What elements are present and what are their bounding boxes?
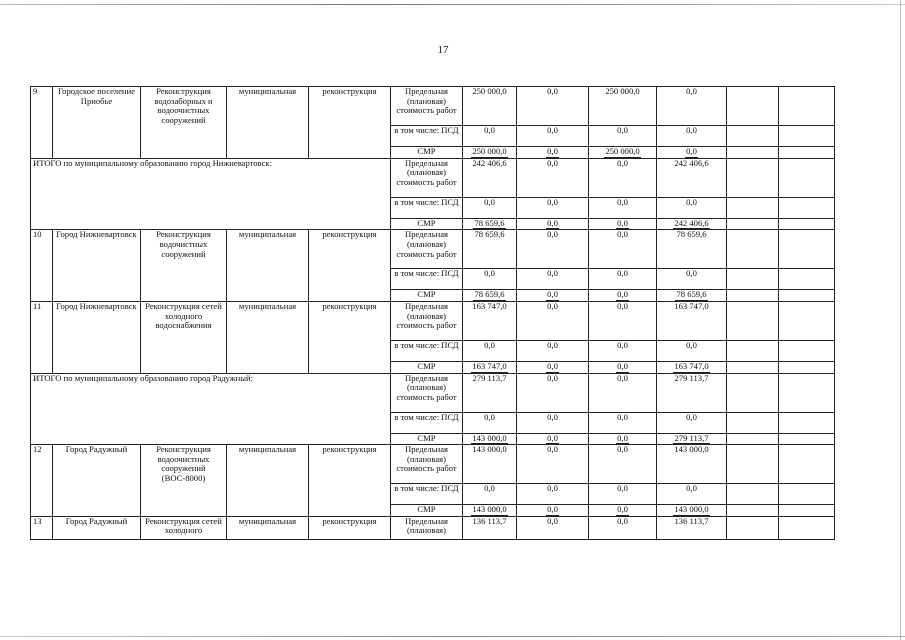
value-cell (589, 433, 657, 445)
empty-cell (779, 158, 835, 197)
empty-cell (727, 230, 779, 269)
label-price: Предельная (плановая) стоимость работ (391, 373, 463, 412)
empty-cell (727, 290, 779, 302)
value-text: 0,0 (617, 433, 628, 443)
value-text: 78 659,6 (676, 289, 707, 300)
value-cell: 0,0 (517, 87, 589, 126)
value-text: 0,0 (617, 361, 628, 371)
empty-cell (727, 269, 779, 290)
value-cell: 0,0 (589, 269, 657, 290)
value-cell: 0,0 (657, 197, 727, 218)
value-cell: 0,0 (589, 301, 657, 340)
value-cell: 0,0 (517, 412, 589, 433)
value-cell: 143 000,0 (657, 445, 727, 484)
empty-cell (727, 301, 779, 340)
place-cell: Городское поселение Приобье (53, 87, 141, 159)
value-cell: 163 747,0 (657, 301, 727, 340)
empty-cell (779, 218, 835, 230)
value-cell (589, 218, 657, 230)
value-cell: 136 113,7 (463, 516, 517, 539)
value-text: 250 000,0 (605, 146, 640, 156)
value-text: 0,0 (617, 218, 628, 228)
label-psd: в том числе: ПСД (391, 126, 463, 147)
value-cell: 0,0 (517, 197, 589, 218)
label-psd: в том числе: ПСД (391, 269, 463, 290)
empty-cell (727, 218, 779, 230)
label-smr: СМР (391, 433, 463, 445)
value-cell: 0,0 (517, 516, 589, 539)
empty-cell (727, 516, 779, 539)
value-cell: 0,0 (657, 412, 727, 433)
empty-cell (779, 412, 835, 433)
value-cell: 279 113,7 (463, 373, 517, 412)
value-cell: 0,0 (657, 87, 727, 126)
page-number: 17 (437, 44, 449, 56)
value-cell: 0,0 (657, 340, 727, 361)
empty-cell (779, 484, 835, 505)
value-text: 0,0 (547, 433, 558, 443)
value-cell: 0,0 (657, 269, 727, 290)
label-psd: в том числе: ПСД (391, 197, 463, 218)
value-cell (463, 505, 517, 517)
value-text: 78 659,6 (474, 289, 505, 300)
value-cell (589, 147, 657, 159)
value-cell: 0,0 (589, 230, 657, 269)
value-cell (517, 433, 589, 445)
value-cell (463, 433, 517, 445)
value-text: 0,0 (547, 361, 558, 371)
value-text: 78 659,6 (474, 218, 505, 228)
value-cell: 163 747,0 (463, 301, 517, 340)
value-cell: 0,0 (589, 516, 657, 539)
empty-cell (727, 147, 779, 159)
empty-cell (779, 301, 835, 340)
value-cell: 0,0 (463, 197, 517, 218)
value-cell (463, 361, 517, 373)
value-cell: 0,0 (463, 126, 517, 147)
type-cell: реконструкция (309, 301, 391, 373)
item-row (31, 230, 835, 269)
label-price: Предельная (плановая) стоимость работ (391, 158, 463, 197)
value-text: 0,0 (547, 146, 558, 156)
value-cell: 0,0 (517, 269, 589, 290)
empty-cell (779, 516, 835, 539)
row-number: 10 (31, 230, 53, 302)
empty-cell (779, 197, 835, 218)
label-price: Предельная (плановая) стоимость работ (391, 230, 463, 269)
empty-cell (779, 361, 835, 373)
value-cell: 0,0 (589, 158, 657, 197)
label-smr: СМР (391, 505, 463, 517)
value-cell: 0,0 (463, 412, 517, 433)
empty-cell (779, 87, 835, 126)
value-cell: 242 406,6 (463, 158, 517, 197)
label-psd: в том числе: ПСД (391, 412, 463, 433)
empty-cell (727, 505, 779, 517)
item-row (31, 445, 835, 484)
value-cell (463, 147, 517, 159)
empty-cell (727, 361, 779, 373)
value-cell (463, 290, 517, 302)
ownership-cell: муниципальная (227, 301, 309, 373)
value-cell: 78 659,6 (463, 230, 517, 269)
value-cell: 0,0 (589, 484, 657, 505)
place-cell: Город Радужный (53, 516, 141, 539)
value-cell: 0,0 (517, 301, 589, 340)
total-title: ИТОГО по муниципальному образованию город Радужный: (31, 373, 391, 445)
value-cell (589, 290, 657, 302)
label-price: Предельная (плановая) стоимость работ (391, 445, 463, 484)
empty-cell (779, 373, 835, 412)
total-title: ИТОГО по муниципальному образованию город Нижневартовск: (31, 158, 391, 230)
value-cell (589, 361, 657, 373)
empty-cell (727, 412, 779, 433)
empty-cell (727, 126, 779, 147)
empty-cell (779, 126, 835, 147)
value-text: 0,0 (547, 504, 558, 515)
value-cell (657, 505, 727, 517)
label-smr: СМР (391, 218, 463, 230)
table-body (31, 87, 835, 540)
work-cell: Реконструкция водозаборных и водоочистных сооружений (141, 87, 227, 159)
empty-cell (779, 290, 835, 302)
row-number: 13 (31, 516, 53, 539)
value-cell: 0,0 (463, 340, 517, 361)
value-cell: 0,0 (657, 484, 727, 505)
value-cell: 0,0 (589, 412, 657, 433)
value-cell (517, 505, 589, 517)
value-cell: 250 000,0 (589, 87, 657, 126)
row-number: 11 (31, 301, 53, 373)
value-cell: 0,0 (517, 230, 589, 269)
label-price: Предельная (плановая) стоимость работ (391, 87, 463, 126)
value-cell (517, 218, 589, 230)
value-cell: 78 659,6 (657, 230, 727, 269)
value-text: 0,0 (617, 504, 628, 515)
value-cell: 250 000,0 (463, 87, 517, 126)
empty-cell (727, 433, 779, 445)
empty-cell (779, 230, 835, 269)
value-cell (463, 218, 517, 230)
value-text: 279 113,7 (674, 433, 709, 443)
value-cell (517, 147, 589, 159)
value-text: 143 000,0 (674, 504, 709, 515)
item-row (31, 87, 835, 126)
value-cell: 0,0 (517, 445, 589, 484)
empty-cell (727, 484, 779, 505)
value-text: 0,0 (547, 289, 558, 300)
value-text: 242 406,6 (674, 218, 709, 228)
place-cell: Город Нижневартовск (53, 230, 141, 302)
work-cell: Реконструкция водочистных сооружений (141, 230, 227, 302)
value-text: 163 747,0 (472, 361, 507, 371)
value-cell (657, 147, 727, 159)
value-cell: 0,0 (589, 373, 657, 412)
row-number: 12 (31, 445, 53, 517)
empty-cell (779, 505, 835, 517)
ownership-cell: муниципальная (227, 87, 309, 159)
type-cell: реконструкция (309, 87, 391, 159)
type-cell: реконструкция (309, 516, 391, 539)
value-cell (657, 218, 727, 230)
value-cell: 143 000,0 (463, 445, 517, 484)
label-smr: СМР (391, 147, 463, 159)
value-cell: 0,0 (657, 126, 727, 147)
label-smr: СМР (391, 361, 463, 373)
ownership-cell: муниципальная (227, 445, 309, 517)
value-cell (517, 361, 589, 373)
total-row (31, 373, 835, 412)
type-cell: реконструкция (309, 230, 391, 302)
scan-edge-bottom (0, 636, 905, 637)
value-text: 250 000,0 (472, 146, 507, 156)
value-cell: 242 406,6 (657, 158, 727, 197)
work-cell: Реконструкция сетей холодного (141, 516, 227, 539)
empty-cell (727, 340, 779, 361)
value-text: 163 747,0 (674, 361, 709, 371)
value-text: 0,0 (686, 146, 697, 156)
value-cell: 0,0 (517, 158, 589, 197)
value-cell: 0,0 (517, 126, 589, 147)
empty-cell (727, 158, 779, 197)
ownership-cell: муниципальная (227, 230, 309, 302)
value-cell (517, 290, 589, 302)
work-cell: Реконструкция сетей холодного водоснабжения (141, 301, 227, 373)
empty-cell (779, 445, 835, 484)
label-psd: в том числе: ПСД (391, 340, 463, 361)
value-cell (589, 505, 657, 517)
value-cell: 0,0 (589, 126, 657, 147)
value-cell (657, 361, 727, 373)
work-cell: Реконструкция водоочистных сооружений (ВОС-8000) (141, 445, 227, 517)
value-text: 0,0 (547, 218, 558, 228)
label-price: Предельная (плановая) стоимость работ (391, 301, 463, 340)
value-cell: 0,0 (589, 445, 657, 484)
empty-cell (779, 269, 835, 290)
type-cell: реконструкция (309, 445, 391, 517)
empty-cell (779, 433, 835, 445)
scan-edge-top (0, 4, 905, 5)
place-cell: Город Радужный (53, 445, 141, 517)
value-cell (657, 290, 727, 302)
label-price: Предельная (плановая) (391, 516, 463, 539)
value-text: 0,0 (617, 289, 628, 300)
value-text: 143 000,0 (472, 504, 507, 515)
value-cell: 0,0 (463, 484, 517, 505)
empty-cell (779, 147, 835, 159)
value-cell: 136 113,7 (657, 516, 727, 539)
value-cell: 0,0 (517, 373, 589, 412)
row-number: 9 (31, 87, 53, 159)
empty-cell (779, 340, 835, 361)
empty-cell (727, 373, 779, 412)
value-cell: 0,0 (517, 340, 589, 361)
empty-cell (727, 445, 779, 484)
ownership-cell: муниципальная (227, 516, 309, 539)
total-row (31, 158, 835, 197)
item-row (31, 516, 835, 539)
scan-edge-right (900, 0, 901, 640)
place-cell: Город Нижневартовск (53, 301, 141, 373)
value-cell: 0,0 (463, 269, 517, 290)
value-cell: 279 113,7 (657, 373, 727, 412)
value-text: 143 000,0 (472, 433, 507, 443)
value-cell: 0,0 (517, 484, 589, 505)
investment-table (30, 86, 835, 540)
value-cell: 0,0 (589, 197, 657, 218)
empty-cell (727, 197, 779, 218)
empty-cell (727, 87, 779, 126)
label-psd: в том числе: ПСД (391, 484, 463, 505)
item-row (31, 301, 835, 340)
value-cell (657, 433, 727, 445)
label-smr: СМР (391, 290, 463, 302)
value-cell: 0,0 (589, 340, 657, 361)
